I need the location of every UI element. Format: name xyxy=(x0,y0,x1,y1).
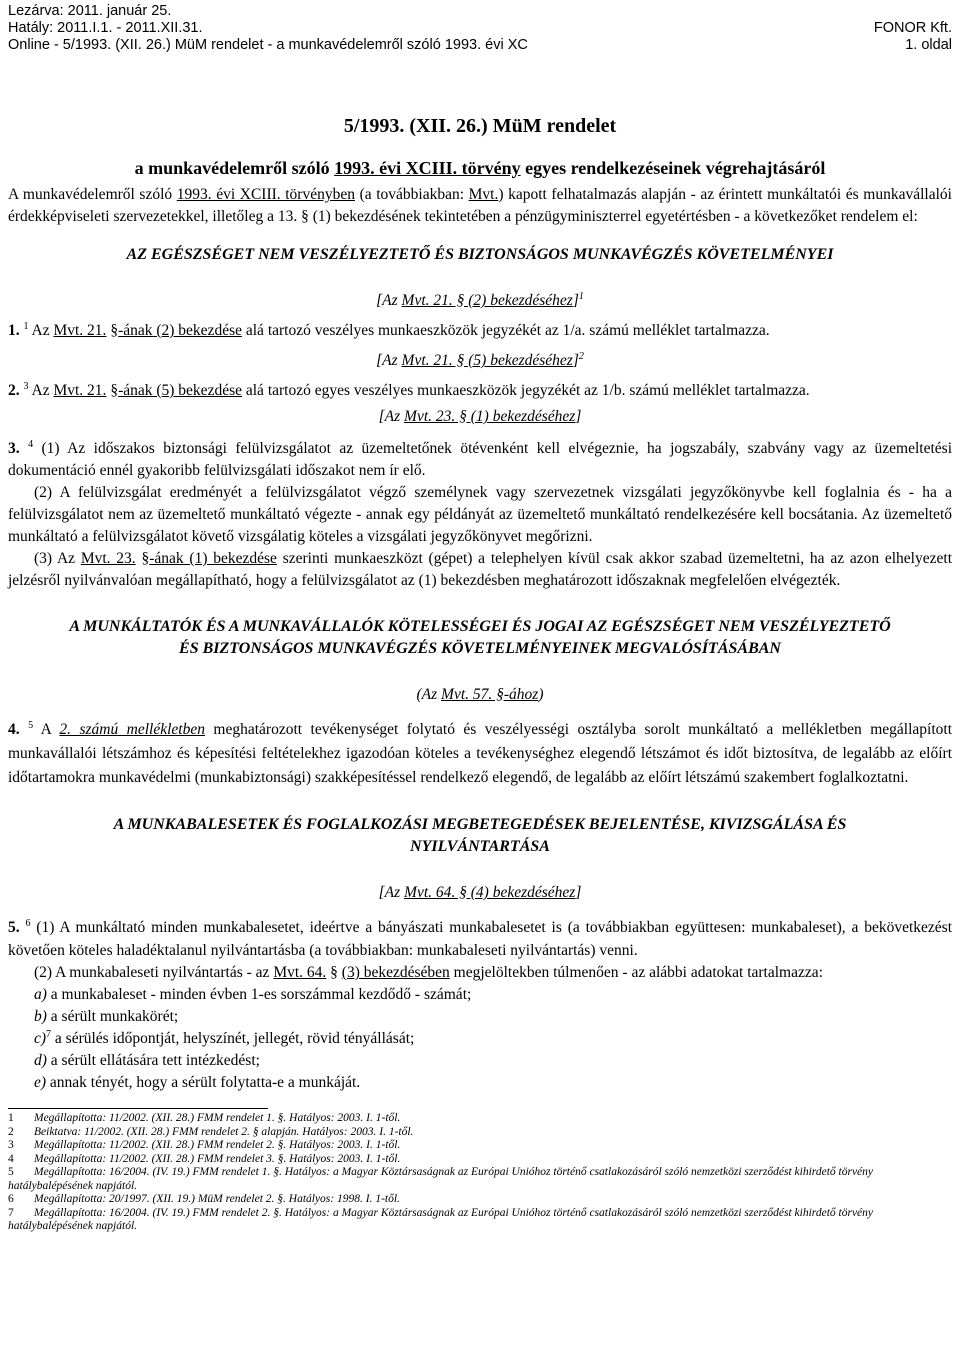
para-number: 5. xyxy=(8,919,20,936)
p5-2-link-2[interactable]: (3) bekezdésében xyxy=(341,964,450,981)
ref5-text-b: ] xyxy=(575,884,582,901)
para-number: 3. xyxy=(8,440,20,457)
footnote-number: 4 xyxy=(8,1152,14,1165)
footnote-number: 1 xyxy=(8,1112,14,1124)
reference-heading-1 xyxy=(8,290,952,312)
list-marker: d) xyxy=(34,1052,47,1069)
paragraph-3 xyxy=(8,438,952,482)
p2-text-a: Az xyxy=(28,382,54,399)
p1-link-1[interactable]: Mvt. 21. xyxy=(53,322,107,339)
p3-3-text-b: § xyxy=(135,550,150,567)
p2-link-2[interactable]: -ának (5) bekezdése xyxy=(118,382,242,399)
ref4-link[interactable]: Mvt. 57. §-ához xyxy=(441,686,539,703)
footnote-text: Megállapította: 16/2004. (IV. 19.) FMM rendelet 1. §. Hatályos: a Magyar Köztársaságnak az Európai Unióhoz történő csatlakozásáról szóló nemzetközi szerződést kihirdető törvény hatálybalépésének napjától. xyxy=(8,1166,874,1192)
footnote-text: Beiktatva: 11/2002. (XII. 28.) FMM rendelet 2. § alapján. Hatályos: 2003. I. 1-től. xyxy=(34,1125,414,1138)
footnote-number: 3 xyxy=(8,1139,14,1151)
ref1-text-a: [Az xyxy=(376,292,402,309)
footnote xyxy=(8,1193,952,1207)
p1-text-c: alá tartozó veszélyes munkaeszközök jegyzékét az 1/a. számú melléklet tartalmazza. xyxy=(242,322,770,339)
p5-2-link-1[interactable]: Mvt. 64. xyxy=(273,964,327,981)
footnote-ref[interactable]: 5 xyxy=(28,720,34,731)
ref3-link[interactable]: Mvt. 23. § (1) bekezdéséhez xyxy=(404,408,576,425)
p1-text-b: § xyxy=(106,322,119,339)
paragraph-3-2: (2) A felülvizsgálat eredményét a felülvizsgálatot végző személynek vagy szervezetnek vizsgálati jegyzőkönyvbe kell foglalnia és - ha a felülvizsgálatot nem az üzemeltető munkáltató végezte - annak egy példányát az üzemeltető munkáltató rendelkezésére kell bocsátania. Az üzemeltető munkáltató a felülvizsgálatot követő vizsgálatig köteles a vizsgálati jegyzőkönyvet megőrizni. xyxy=(8,484,952,545)
p3-3-text-a: (3) Az xyxy=(34,550,81,567)
subtitle-text-b: egyes rendelkezéseinek végrehajtásáról xyxy=(520,158,826,178)
ref1-link[interactable]: Mvt. 21. § (2) bekezdéséhez xyxy=(401,292,573,309)
page-header-left xyxy=(8,3,528,54)
intro-mvt-link[interactable]: Mvt. xyxy=(468,186,499,203)
footnote-text: Megállapította: 11/2002. (XII. 28.) FMM rendelet 3. §. Hatályos: 2003. I. 1-től. xyxy=(34,1152,401,1165)
header-closed-date: Lezárva: 2011. január 25. xyxy=(8,3,172,19)
p3-3-link-2[interactable]: -ának (1) bekezdése xyxy=(149,550,277,567)
footnote xyxy=(8,1153,952,1167)
footnote-ref-1[interactable]: 1 xyxy=(578,291,584,302)
intro-paragraph xyxy=(8,184,952,228)
list-text: a sérülés időpontját, helyszínét, jellegét, rövid tényállását; xyxy=(51,1030,415,1047)
subtitle-text-a: a munkavédelemről szóló xyxy=(134,158,335,178)
reference-heading-3 xyxy=(8,406,952,428)
list-item xyxy=(8,1072,952,1094)
list-item xyxy=(8,1028,952,1050)
list-text: annak tényét, hogy a sérült folytatta-e a munkáját. xyxy=(46,1074,361,1091)
reference-heading-4 xyxy=(8,684,952,706)
ref2-text-a: [Az xyxy=(376,352,402,369)
page-header-right xyxy=(874,20,952,54)
paragraph-2 xyxy=(8,380,952,402)
reference-heading-5 xyxy=(8,882,952,904)
p1-link-2[interactable]: -ának (2) bekezdése xyxy=(118,322,242,339)
header-page-number: 1. oldal xyxy=(905,37,952,53)
footnote-divider xyxy=(8,1108,268,1109)
p5-text: (1) A munkáltató minden munkabalesetet, ideértve a bányászati munkabalesetet is (a továbbiakban együttesen: munkabaleset), a bekövetkezést követően köteles haladéktalanul nyilvántartásba (a továbbiakban: munkabaleseti nyilvántartás) venni. xyxy=(8,919,953,959)
p5-2-text-c: megjelöltekben túlmenően - az alábbi adatokat tartalmazza: xyxy=(449,964,823,981)
footnote xyxy=(8,1207,952,1234)
p2-link-1[interactable]: Mvt. 21. xyxy=(53,382,107,399)
footnote-text: Megállapította: 20/1997. (XII. 19.) MüM rendelet 2. §. Hatályos: 1998. I. 1-től. xyxy=(34,1193,400,1205)
p3-text: (1) Az időszakos biztonsági felülvizsgálatot az üzemeltetőnek ötévenként kell elvégeznie, ha jogszabály, szabvány vagy az üzemeltetési dokumentáció ennél gyakoribb felülvizsgálati időszakot nem ír elő. xyxy=(8,440,953,479)
document-subtitle xyxy=(8,157,952,179)
section-title-3: A MUNKABALESETEK ÉS FOGLALKOZÁSI MEGBETEGEDÉSEK BEJELENTÉSE, KIVIZSGÁLÁSA ÉS NYILVÁNTARTÁSA xyxy=(113,816,847,855)
list-text: a munkabaleset - minden évben 1-es sorszámmal kezdődő - számát; xyxy=(46,986,472,1003)
p3-3-link-1[interactable]: Mvt. 23. xyxy=(80,550,136,567)
header-validity: Hatály: 2011.I.1. - 2011.XII.31. xyxy=(8,20,203,36)
footnote-number: 7 xyxy=(8,1206,14,1219)
para-number: 4. xyxy=(8,721,20,738)
paragraph-3-3 xyxy=(8,548,952,592)
footnote-ref[interactable]: 7 xyxy=(46,1029,52,1040)
list-marker: e) xyxy=(34,1074,47,1091)
footnote-text: Megállapította: 11/2002. (XII. 28.) FMM rendelet 1. §. Hatályos: 2003. I. 1-től. xyxy=(34,1112,401,1124)
ref5-text-a: [Az xyxy=(378,884,405,901)
paragraph-5 xyxy=(8,916,952,962)
list-marker: a) xyxy=(34,986,47,1003)
list-marker: c) xyxy=(34,1030,47,1047)
ref5-link[interactable]: Mvt. 64. § (4) bekezdéséhez xyxy=(404,884,576,901)
p4-text-a: A xyxy=(33,721,60,738)
data-items-list xyxy=(8,984,952,1094)
reference-heading-2 xyxy=(8,350,952,372)
list-item xyxy=(8,984,952,1006)
ref2-link[interactable]: Mvt. 21. § (5) bekezdéséhez xyxy=(401,352,573,369)
footnote-ref[interactable]: 4 xyxy=(28,439,34,450)
footnote-ref-2[interactable]: 2 xyxy=(578,351,584,362)
footnote-number: 6 xyxy=(8,1193,14,1205)
footnote-number: 2 xyxy=(8,1125,14,1138)
document-body xyxy=(8,115,952,1234)
p4-text-b: meghatározott tevékenységet folytató és veszélyességi osztályba sorolt munkáltató a mellékletben megállapított munkavállalói létszámhoz és képesítési feltételekhez igazodóan köteles a tevékenységhez elegendő létszámot és időt biztosítva, de legalább az előírt időtartamokra munkavédelmi (munkabiztonsági) szakképesítéssel rendelkező elegendő, de legalább az előírt létszámú szakembert foglalkoztatni. xyxy=(8,721,953,786)
intro-text-c: ) kapott felhatalmazás alapján - az érintett munkáltatói és munkavállalói érdekképviseleti szervezetekkel, illetőleg a 13. § (1) bekezdésének tekintetében a pénzügyminiszterrel egyetértésben - a következőket rendelem el: xyxy=(8,186,952,225)
footnote xyxy=(8,1166,952,1193)
p3-3-text-c: szerinti munkaeszközt (gépet) a telephelyen kívül csak akkor szabad üzemeltetni, ha az azon elhelyezett jelzésről nyilvánvalóan megállapítható, hogy a felülvizsgálatot az (1) bekezdésben meghatározott időszaknak megfelelően elvégezték. xyxy=(8,550,952,589)
ref4-text-a: (Az xyxy=(416,686,442,703)
p2-text-b: § xyxy=(106,382,119,399)
ref3-text-a: [Az xyxy=(378,408,405,425)
footnote-ref[interactable]: 1 xyxy=(23,321,29,332)
intro-text-a: A munkavédelemről szóló xyxy=(8,186,177,203)
intro-text-b: (a továbbiakban: xyxy=(354,186,469,203)
ref3-text-b: ] xyxy=(575,408,582,425)
p1-text-a: Az xyxy=(28,322,54,339)
paragraph-5-2 xyxy=(8,962,952,984)
ref4-text-b: ) xyxy=(538,686,544,703)
footnote xyxy=(8,1126,952,1140)
section-title-2: A MUNKÁLTATÓK ÉS A MUNKAVÁLLALÓK KÖTELESSÉGEI ÉS JOGAI AZ EGÉSZSÉGET NEM VESZÉLYEZTETŐ ÉS BIZTONSÁGOS MUNKAVÉGZÉS KÖVETELMÉNYEINEK MEGVALÓSÍTÁSÁBAN xyxy=(69,618,891,657)
footnote-text: Megállapította: 16/2004. (IV. 19.) FMM rendelet 2. §. Hatályos: a Magyar Köztársaságnak az Európai Unióhoz történő csatlakozásáról szóló nemzetközi szerződést kihirdető törvény hatálybalépésének napjától. xyxy=(8,1206,874,1232)
list-item xyxy=(8,1050,952,1072)
footnote-ref[interactable]: 6 xyxy=(25,918,31,929)
list-text: a sérült ellátására tett intézkedést; xyxy=(46,1052,260,1069)
para-number: 2. xyxy=(8,382,20,399)
footnote-ref[interactable]: 3 xyxy=(23,381,29,392)
list-marker: b) xyxy=(34,1008,47,1025)
list-text: a sérült munkakörét; xyxy=(46,1008,179,1025)
header-document-name: Online - 5/1993. (XII. 26.) MüM rendelet - a munkavédelemről szóló 1993. évi XC xyxy=(8,37,528,53)
p5-2-text-a: (2) A munkabaleseti nyilvántartás - az xyxy=(34,964,274,981)
footnote-text: Megállapította: 11/2002. (XII. 28.) FMM rendelet 2. §. Hatályos: 2003. I. 1-től. xyxy=(34,1139,401,1151)
document-title: 5/1993. (XII. 26.) MüM rendelet xyxy=(343,115,617,137)
footnote-number: 5 xyxy=(8,1166,14,1178)
p2-text-c: alá tartozó egyes veszélyes munkaeszközök jegyzékét az 1/b. számú melléklet tartalmazza. xyxy=(242,382,810,399)
footnote xyxy=(8,1112,952,1126)
footnotes xyxy=(8,1112,952,1234)
ref2-text-b: ] xyxy=(572,352,579,369)
p5-2-text-b: § xyxy=(326,964,342,981)
para-number: 1. xyxy=(8,322,20,339)
section-title-1: AZ EGÉSZSÉGET NEM VESZÉLYEZTETŐ ÉS BIZTONSÁGOS MUNKAVÉGZÉS KÖVETELMÉNYEI xyxy=(126,246,834,263)
intro-law-link[interactable]: 1993. évi XCIII. törvényben xyxy=(176,186,355,203)
paragraph-4 xyxy=(8,718,952,790)
list-item xyxy=(8,1006,952,1028)
p4-annex-link[interactable]: 2. számú mellékletben xyxy=(59,721,205,738)
paragraph-1 xyxy=(8,320,952,342)
subtitle-law-link[interactable]: 1993. évi XCIII. törvény xyxy=(334,158,521,178)
footnote xyxy=(8,1139,952,1153)
header-company: FONOR Kft. xyxy=(873,20,952,36)
ref1-text-b: ] xyxy=(572,292,579,309)
